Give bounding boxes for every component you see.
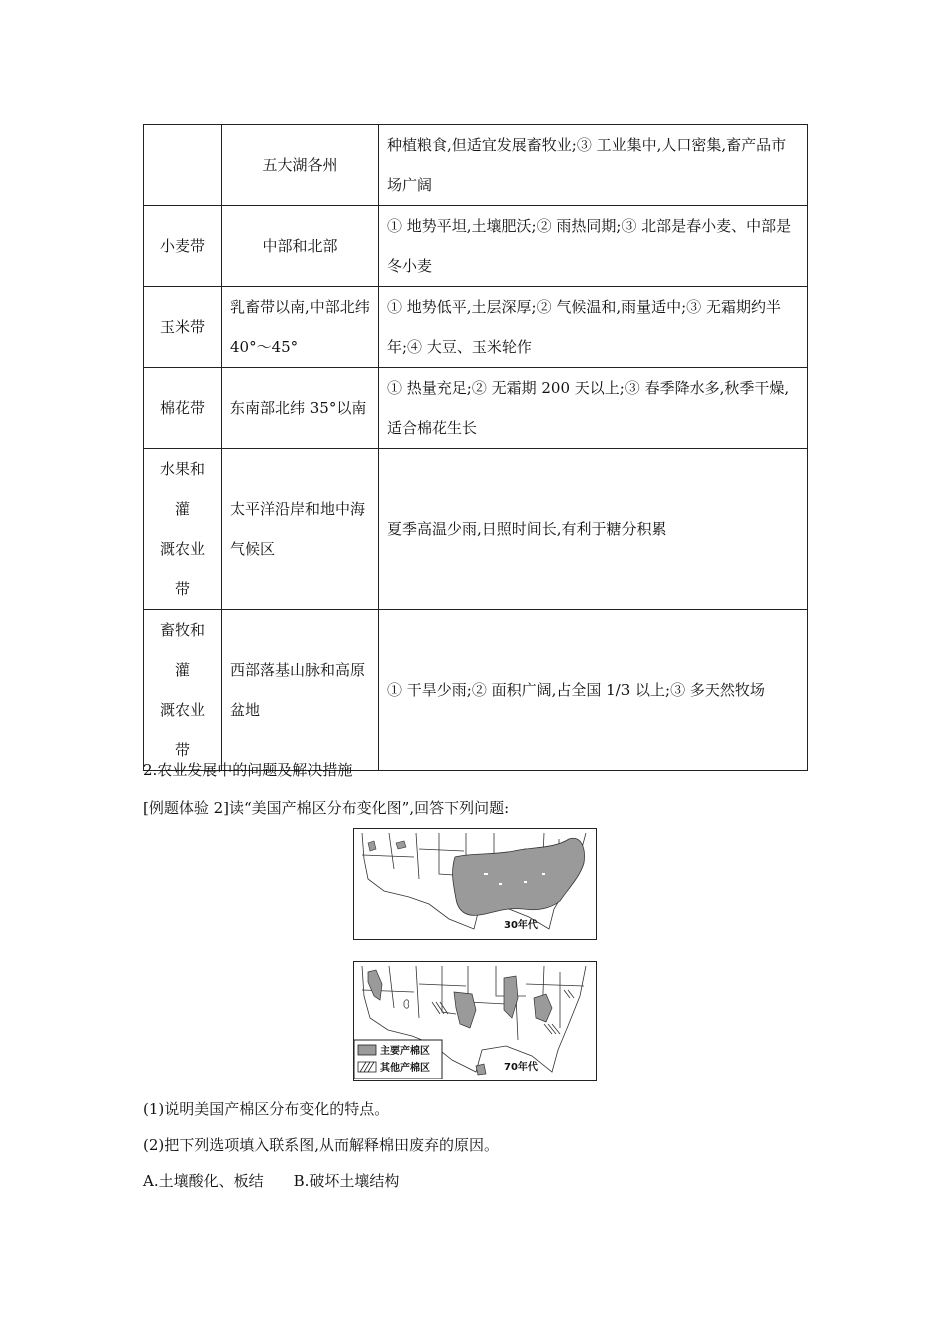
belt-name-line: 灌 [174,661,190,679]
belt-name-line: 溉农业 [159,540,205,558]
options-line [143,1170,399,1191]
option-b: B.破坏土壤结构 [293,1172,400,1190]
belt-name-line: 带 [174,580,190,598]
question-2: (2)把下列选项填入联系图,从而解释棉田废弃的原因。 [143,1136,500,1154]
belt-name-line: 水果和 [159,460,205,478]
map-caption: 70年代 [504,1062,538,1073]
cotton-map-1970s [353,961,597,1081]
main-cotton-area [368,970,382,1000]
region-cell: 东南部北纬 35°以南 [222,368,379,449]
minor-cotton-area [396,841,406,849]
table-row [144,610,808,771]
legend-swatch-main [358,1045,376,1055]
belt-cell [144,206,222,287]
table-row [144,368,808,449]
belt-name-line: 灌 [174,500,190,518]
belt-name-line: 畜牧和 [159,621,205,639]
map-legend [354,1040,442,1079]
legend-main-label: 主要产棉区 [380,1046,430,1057]
table-row [144,206,808,287]
main-cotton-area [453,838,585,915]
other-cotton-area [564,990,574,998]
minor-cotton-area [368,841,376,851]
agriculture-belts-table [143,124,808,771]
main-cotton-area [504,976,518,1018]
belt-name-line: 玉米带 [159,318,205,336]
belt-cell [144,368,222,449]
us-map-1930s-drawing [354,829,595,938]
cotton-map-1930s [353,828,597,940]
other-cotton-area [544,1024,560,1034]
section-heading: 2.农业发展中的问题及解决措施 [143,761,353,779]
option-a: A.土壤酸化、板结 [143,1172,264,1190]
conditions-cell: ① 干旱少雨;② 面积广阔,占全国 1/3 以上;③ 多天然牧场 [379,610,808,771]
table-row [144,125,808,206]
us-map-1970s-drawing [354,962,595,1079]
main-cotton-area [454,992,476,1028]
example-intro: [例题体验 2]读“美国产棉区分布变化图”,回答下列问题: [143,799,510,817]
belt-cell [144,125,222,206]
belt-name-line: 小麦带 [159,237,205,255]
belt-name-line: 带 [174,741,190,759]
conditions-cell: ① 地势平坦,土壤肥沃;② 雨热同期;③ 北部是春小麦、中部是冬小麦 [379,206,808,287]
table-row [144,449,808,610]
conditions-cell: 夏季高温少雨,日照时间长,有利于糖分积累 [379,449,808,610]
region-cell: 乳畜带以南,中部北纬 40°～45° [222,287,379,368]
table-row [144,287,808,368]
question-1: (1)说明美国产棉区分布变化的特点。 [143,1100,390,1118]
region-cell: 太平洋沿岸和地中海气候区 [222,449,379,610]
map-caption: 30年代 [504,920,538,931]
region-cell: 中部和北部 [222,206,379,287]
belt-name-line: 棉花带 [159,399,205,417]
region-cell: 五大湖各州 [222,125,379,206]
region-cell: 西部落基山脉和高原盆地 [222,610,379,771]
conditions-cell: 种植粮食,但适宜发展畜牧业;③ 工业集中,人口密集,畜产品市场广阔 [379,125,808,206]
legend-other-label: 其他产棉区 [380,1063,430,1074]
belt-name-line: 溉农业 [159,701,205,719]
main-cotton-area [534,994,552,1022]
conditions-cell: ① 热量充足;② 无霜期 200 天以上;③ 春季降水多,秋季干燥,适合棉花生长 [379,368,808,449]
belt-cell [144,287,222,368]
main-cotton-area [476,1064,486,1075]
belt-cell [144,449,222,610]
conditions-cell: ① 地势低平,土层深厚;② 气候温和,雨量适中;③ 无霜期约半年;④ 大豆、玉米轮作 [379,287,808,368]
belt-cell [144,610,222,771]
